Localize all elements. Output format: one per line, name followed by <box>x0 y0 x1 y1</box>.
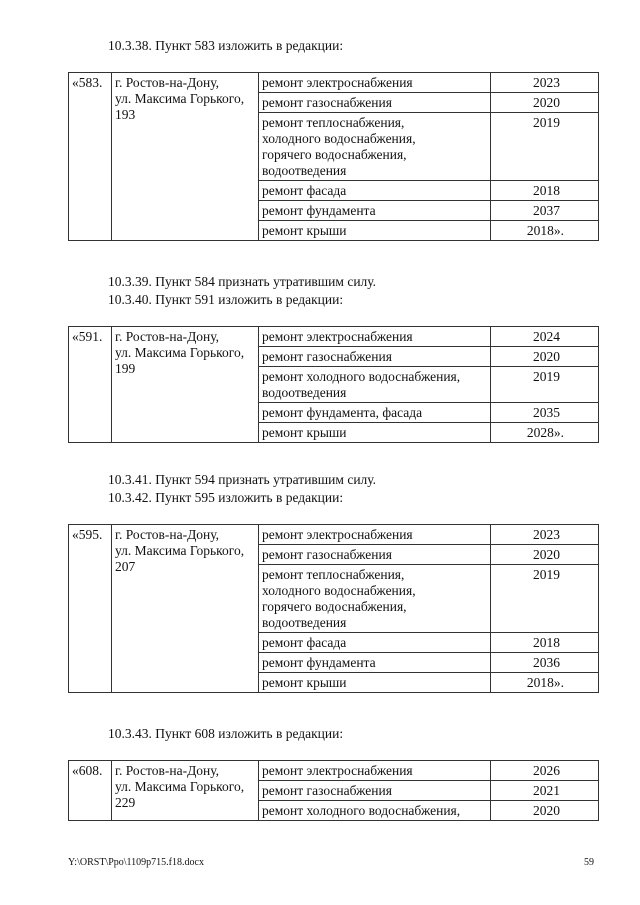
address-line: г. Ростов-на-Дону, <box>115 329 220 344</box>
table-item-608 <box>68 760 599 821</box>
year-cell: 2018». <box>491 221 599 241</box>
year-cell: 2020 <box>491 93 599 113</box>
address-line: 207 <box>115 559 136 574</box>
year-cell: 2019 <box>491 565 599 633</box>
paragraph-10-3-42: 10.3.42. Пункт 595 изложить в редакции: <box>108 490 344 505</box>
address-cell <box>112 327 259 443</box>
year-cell: 2024 <box>491 327 599 347</box>
work-line: горячего водоснабжения, <box>262 599 407 614</box>
work-line: водоотведения <box>262 385 347 400</box>
work-type-cell: ремонт газоснабжения <box>259 93 491 113</box>
work-line: ремонт теплоснабжения, <box>262 115 405 130</box>
table-item-591 <box>68 326 599 443</box>
address-cell <box>112 525 259 693</box>
address-line: 199 <box>115 361 136 376</box>
work-line: водоотведения <box>262 615 347 630</box>
address-line: ул. Максима Горького, <box>115 543 245 558</box>
address-line: ул. Максима Горького, <box>115 345 245 360</box>
year-cell: 2019 <box>491 367 599 403</box>
year-cell: 2028». <box>491 423 599 443</box>
work-type-cell <box>259 565 491 633</box>
work-type-cell <box>259 367 491 403</box>
address-line: г. Ростов-на-Дону, <box>115 763 220 778</box>
item-number: «583. <box>69 73 112 241</box>
year-cell: 2023 <box>491 73 599 93</box>
table-row <box>69 327 599 347</box>
address-line: г. Ростов-на-Дону, <box>115 75 220 90</box>
work-type-cell: ремонт электроснабжения <box>259 73 491 93</box>
table-row <box>69 73 599 93</box>
address-line: ул. Максима Горького, <box>115 91 245 106</box>
year-cell: 2020 <box>491 801 599 821</box>
address-line: 229 <box>115 795 136 810</box>
address-line: г. Ростов-на-Дону, <box>115 527 220 542</box>
address-line: 193 <box>115 107 136 122</box>
table-row <box>69 761 599 781</box>
work-type-cell: ремонт крыши <box>259 673 491 693</box>
year-cell: 2018 <box>491 633 599 653</box>
year-cell: 2037 <box>491 201 599 221</box>
work-type-cell: ремонт газоснабжения <box>259 781 491 801</box>
address-cell <box>112 73 259 241</box>
year-cell: 2018». <box>491 673 599 693</box>
work-line: холодного водоснабжения, <box>262 131 416 146</box>
paragraph-10-3-40: 10.3.40. Пункт 591 изложить в редакции: <box>108 292 344 307</box>
work-line: ремонт теплоснабжения, <box>262 567 405 582</box>
work-type-cell: ремонт электроснабжения <box>259 327 491 347</box>
work-type-cell: ремонт фундамента <box>259 653 491 673</box>
year-cell: 2020 <box>491 347 599 367</box>
year-cell: 2023 <box>491 525 599 545</box>
paragraph-10-3-41: 10.3.41. Пункт 594 признать утратившим силу. <box>108 472 377 487</box>
paragraph-10-3-39: 10.3.39. Пункт 584 признать утратившим силу. <box>108 274 377 289</box>
work-type-cell: ремонт электроснабжения <box>259 525 491 545</box>
work-type-cell <box>259 113 491 181</box>
year-cell: 2020 <box>491 545 599 565</box>
paragraph-10-3-38: 10.3.38. Пункт 583 изложить в редакции: <box>108 38 344 53</box>
footer-page-number: 59 <box>584 857 594 868</box>
work-line: водоотведения <box>262 163 347 178</box>
paragraph-10-3-43: 10.3.43. Пункт 608 изложить в редакции: <box>108 726 344 741</box>
item-number: «608. <box>69 761 112 821</box>
work-type-cell: ремонт фундамента <box>259 201 491 221</box>
year-cell: 2019 <box>491 113 599 181</box>
address-line: ул. Максима Горького, <box>115 779 245 794</box>
item-number: «591. <box>69 327 112 443</box>
year-cell: 2035 <box>491 403 599 423</box>
work-line: холодного водоснабжения, <box>262 583 416 598</box>
work-type-cell: ремонт газоснабжения <box>259 347 491 367</box>
work-type-cell: ремонт крыши <box>259 423 491 443</box>
year-cell: 2026 <box>491 761 599 781</box>
item-number: «595. <box>69 525 112 693</box>
work-type-cell: ремонт электроснабжения <box>259 761 491 781</box>
work-line: горячего водоснабжения, <box>262 147 407 162</box>
address-cell <box>112 761 259 821</box>
table-item-595 <box>68 524 599 693</box>
year-cell: 2021 <box>491 781 599 801</box>
work-type-cell: ремонт холодного водоснабжения, <box>259 801 491 821</box>
year-cell: 2036 <box>491 653 599 673</box>
work-type-cell: ремонт фасада <box>259 181 491 201</box>
work-type-cell: ремонт фундамента, фасада <box>259 403 491 423</box>
table-item-583 <box>68 72 599 241</box>
work-type-cell: ремонт фасада <box>259 633 491 653</box>
year-cell: 2018 <box>491 181 599 201</box>
work-line: ремонт холодного водоснабжения, <box>262 369 461 384</box>
footer-file-path: Y:\ORST\Ppo\1109p715.f18.docx <box>68 857 204 868</box>
work-type-cell: ремонт крыши <box>259 221 491 241</box>
work-type-cell: ремонт газоснабжения <box>259 545 491 565</box>
table-row <box>69 525 599 545</box>
